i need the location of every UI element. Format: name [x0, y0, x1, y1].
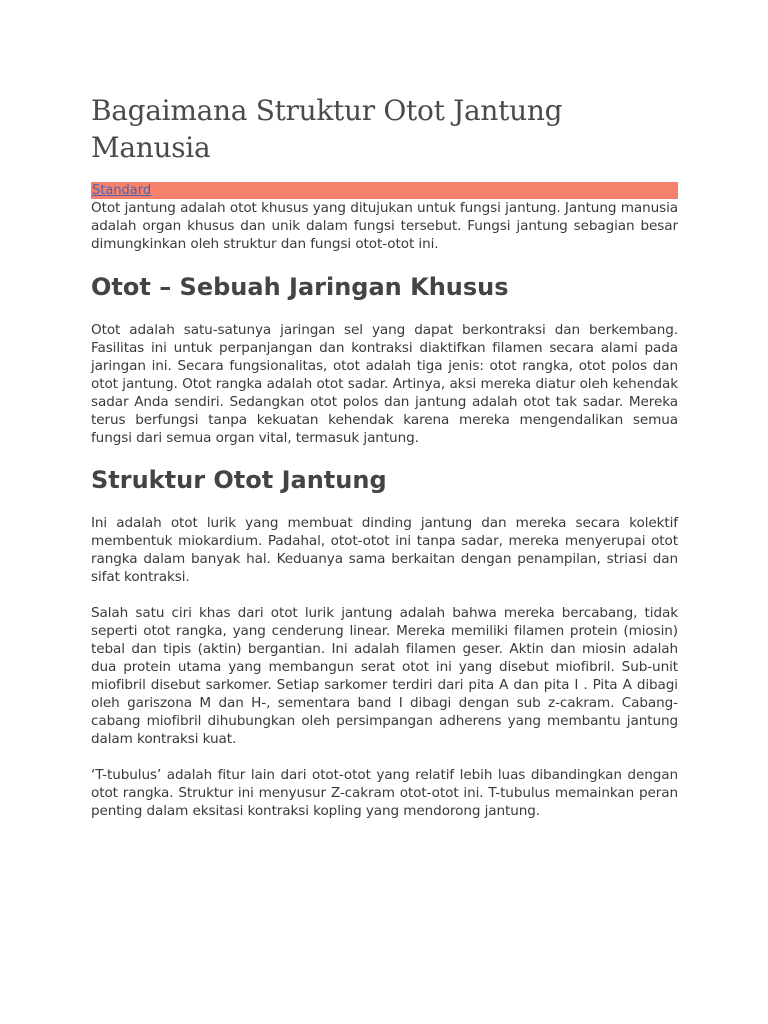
section-paragraph: Otot adalah satu-satunya jaringan sel yang dapat berkontraksi dan berkembang. Fasilitas ini untuk perpanjangan dan kontraksi diaktifkan filamen secara alami pada jaringan ini. Secara fungsionalitas, otot adalah tiga jenis: otot rangka, otot polos dan otot jantung. Otot rangka adalah otot sadar. Artinya, aksi mereka diatur oleh kehendak sadar Anda sendiri. Sedangkan otot polos dan jantung adalah otot tak sadar. Mereka terus berfungsi tanpa kekuatan kehendak karena mereka mengendalikan semua fungsi dari semua organ vital, termasuk jantung. [91, 322, 678, 446]
page-title: Bagaimana Struktur Otot Jantung Manusia [91, 94, 563, 164]
section-paragraph: Salah satu ciri khas dari otot lurik jantung adalah bahwa mereka bercabang, tidak seperti otot rangka, yang cenderung linear. Mereka memiliki filamen protein (miosin) tebal dan tipis (aktin) bergantian. Ini adalah filamen geser. Aktin dan miosin adalah dua protein utama yang membangun serat otot ini yang disebut miofibril. Sub-unit miofibril disebut sarkomer. Setiap sarkomer terdiri dari pita A dan pita I . Pita A dibagi oleh gariszona M dan H-, sementara band I dibagi dengan sub z-cakram. Cabang-cabang miofibril dihubungkan oleh persimpangan adherens yang membantu jantung dalam kontraksi kuat. [91, 605, 678, 747]
section-paragraph: ‘T-tubulus’ adalah fitur lain dari otot-otot yang relatif lebih luas dibandingkan dengan otot rangka. Struktur ini menyusur Z-cakram otot-otot ini. T-tubulus memainkan peran penting dalam eksitasi kontraksi kopling yang mendorong jantung. [91, 767, 678, 819]
section-heading-struktur: Struktur Otot Jantung [91, 466, 387, 494]
category-link[interactable]: Standard [92, 183, 152, 198]
intro-paragraph: Otot jantung adalah otot khusus yang ditujukan untuk fungsi jantung. Jantung manusia adalah organ khusus dan unik dalam fungsi tersebut. Fungsi jantung sebagian besar dimungkinkan oleh struktur dan fungsi otot-otot ini. [91, 200, 678, 252]
section-heading-otot: Otot – Sebuah Jaringan Khusus [91, 273, 509, 301]
category-bar [91, 182, 678, 199]
section-paragraph: Ini adalah otot lurik yang membuat dinding jantung dan mereka secara kolektif membentuk miokardium. Padahal, otot-otot ini tanpa sadar, mereka menyerupai otot rangka dalam banyak hal. Keduanya sama berkaitan dengan penampilan, striasi dan sifat kontraksi. [91, 515, 678, 585]
document-page [91, 92, 678, 820]
